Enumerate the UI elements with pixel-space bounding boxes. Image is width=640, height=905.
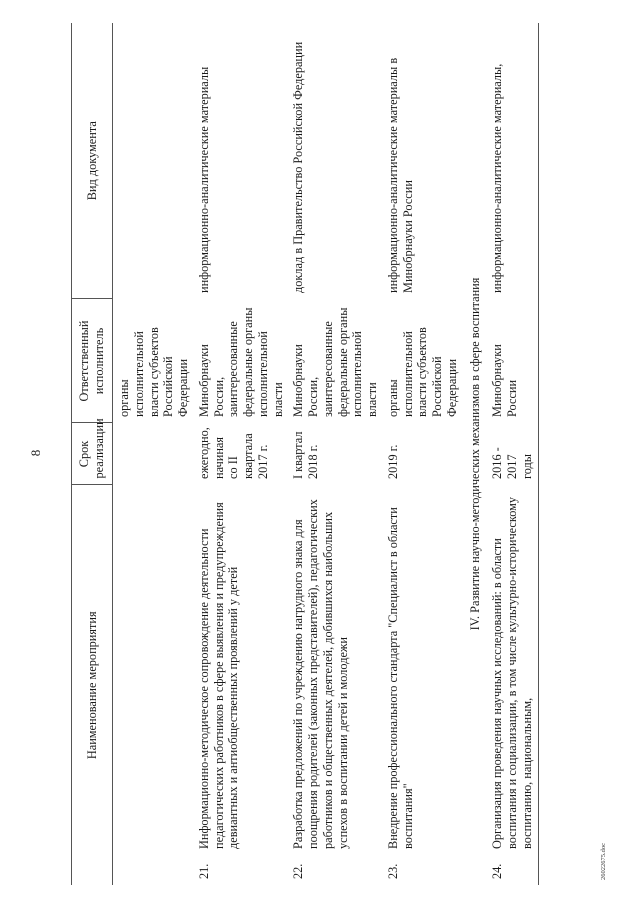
table-row	[487, 23, 538, 885]
doc-type-cell: информационно-аналитические материалы	[196, 66, 211, 293]
event-name: Информационно-методическое сопровождение деятельности педагогических работников в сфере выявления и предупреждения девиантных и антиобщественных проявлений у детей	[196, 502, 241, 849]
header-term: Срок реализации	[72, 423, 113, 485]
page-number: 8	[28, 449, 43, 457]
table-row-continuation	[113, 23, 194, 885]
event-name: Разработка предложений по учреждению нагрудного знака для поощрения родителей (законных представителей), педагогических работников и общественных деятелей, добившихся наибольших успехов в воспитании детей и молодежи	[291, 499, 350, 849]
table-row	[194, 23, 289, 885]
term-cell: 2019 г.	[385, 444, 400, 479]
footer-code: 26022675.doc	[600, 842, 607, 880]
executor-cell: органы исполнительной власти субъектов Российской Федерации	[385, 327, 459, 417]
rotated-content	[71, 23, 577, 885]
event-name: Организация проведения научных исследований: в области воспитания и социализации, в том числе культурно-историческому воспитанию, национальным,	[490, 496, 534, 849]
doc-type-cell: информационно-аналитические материалы в Минобрнауки России	[385, 57, 415, 293]
events-table	[71, 23, 539, 885]
executor-cell: Минобрнауки России, заинтересованные федеральные органы исполнительной власти	[196, 307, 285, 417]
row-number: 22.	[291, 863, 306, 879]
table-row	[383, 23, 463, 885]
term-cell: I квартал 2018 г.	[291, 431, 320, 479]
table-header	[72, 23, 113, 885]
term-cell: ежегодно, начиная со II квартала 2017 г.	[196, 427, 270, 479]
header-executor: Ответственный исполнитель	[72, 299, 113, 423]
executor-cell: Минобрнауки России, заинтересованные федеральные органы исполнительной власти	[291, 307, 379, 417]
row-number: 23.	[385, 863, 400, 879]
event-name: Внедрение профессионального стандарта "Специалист в области воспитания"	[385, 507, 415, 849]
executor-cell: органы исполнительной власти субъектов Российской Федерации	[117, 327, 190, 417]
document-page	[71, 23, 577, 885]
row-number: 21.	[196, 863, 211, 879]
executor-cell: Минобрнауки России	[490, 344, 519, 417]
doc-type-cell: доклад в Правительство Российской Федерации	[291, 41, 306, 293]
header-name: Наименование мероприятия	[84, 611, 99, 760]
doc-type-cell: информационно-аналитические материалы,	[490, 63, 505, 293]
term-cell: 2016 - 2017 годы	[490, 447, 534, 479]
section-title: IV. Развитие научно-методических механизмов в сфере воспитания	[467, 277, 482, 631]
header-doc-type: Вид документа	[72, 23, 113, 299]
table-row	[288, 23, 383, 885]
row-number: 24.	[490, 863, 505, 879]
section-row	[463, 23, 488, 885]
